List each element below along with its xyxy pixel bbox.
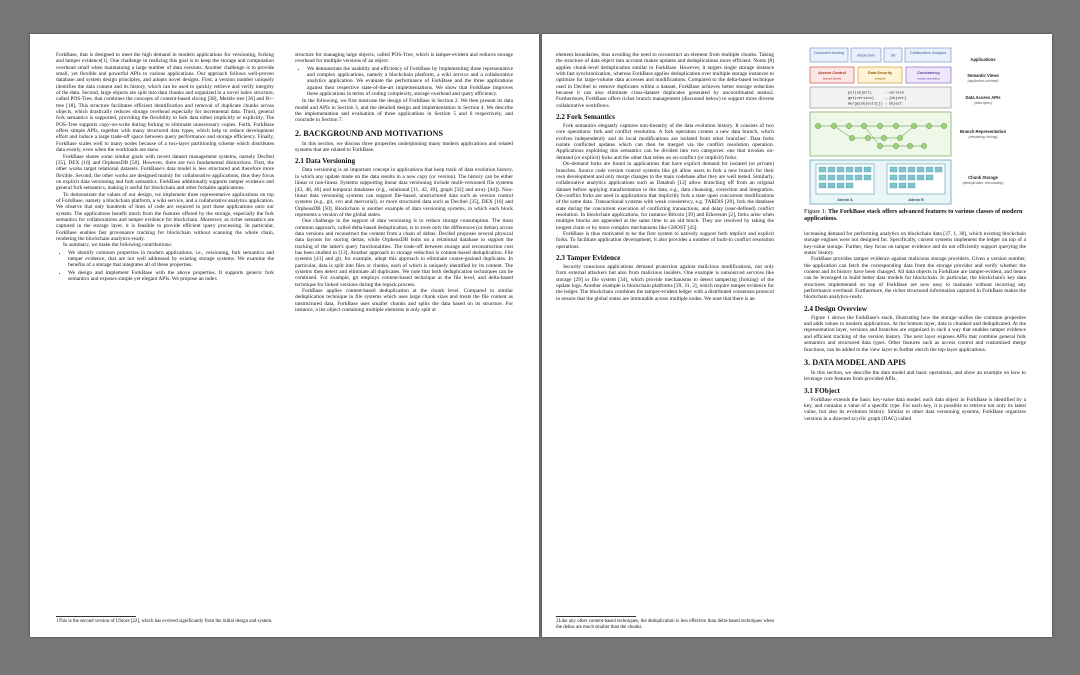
app-label: Document Hosting	[814, 51, 844, 55]
footnote	[556, 616, 774, 630]
list-item: • We identify common properties in modern applications, i.e., versioning, fork semantics and tamper evidence, that are not well addressed by existing storage systems. We examine the benefits of a storage that integrates all of these properties.	[68, 250, 274, 269]
version-node	[861, 123, 866, 128]
layer-title: Applications	[970, 57, 996, 62]
version-node	[881, 135, 886, 140]
view-sub: branch-based	[822, 76, 842, 81]
left-column-1	[56, 52, 274, 283]
layer-title: Data Access APIs	[965, 95, 1001, 100]
footnote-text: 1This is the second version of UStore [22], which has evolved significantly from the initial design and system.	[56, 619, 273, 624]
semantic-view-boxes	[810, 67, 951, 83]
subsection-heading: 2.4 Design Overview	[804, 304, 867, 313]
paragraph: ForkBase is thus motivated to be the first system to natively support both implicit and explicit forks. To facilitate application development, it also provides a number of built-in conflict resolution operations.	[556, 230, 774, 250]
version-node	[893, 123, 898, 128]
paragraph: ForkBase, that is designed to meet the high demand in modern applications for versioning, forking and tamper evidence[1]. One challenge in realizing this goal is to keep the storage and computation overhead small when maintaining a large number of data versions. Another challenge is to provide small, yet flexible and powerful APIs to various applications. Our approach follows well-proven database and system design principles, and adopts novel designs. First, a version number uniquely identifies the data content and its history, which can be used to quickly retrieve and verify integrity of the data. Second, large objects are split into data chunks and organized in a novel index structure, called POS-Tree, that combines the concepts of content-based slicing [38], Merkle tree [36] and B+-tree [18]. This structure facilitates efficient identification and removal of duplicate chunks across objects, which drastically reduces storage overhead especially for incremental data. Third, general fork semantics is supported, providing the flexibility to fork data either implicitly or explicitly. The POS-Tree supports copy-on-write during forking to eliminate unnecessary copies. Forth, ForkBase offers simple APIs, together with many structured data types, which help to reduce development effort and induce a large trade-off space between query performance and storage efficiency. Finally, ForkBase scales well to many nodes because of a two-layer partitioning scheme which distributes data evenly, even when the workloads are skew.	[56, 52, 274, 154]
paragraph: ForkBase provides tamper evidence against malicious storage providers. Given a version number, the application can fetch the corresponding data from the storage provider and verify whether the content and its history have been changed. All data objects in ForkBase are tamper-evident, and hence can be leveraged to build better data models for blockchain. In particular, the blockchain's key data structures implemented on top of ForkBase are now easy to maintain without incurring any performance overhead. Furthermore, the richer structured information captured in ForkBase makes the blockchain analytics-ready.	[804, 256, 1026, 301]
paragraph: In this section, we describe the data model and basic operations, and show an example on how to leverage core features from provided APIs.	[804, 369, 1026, 383]
version-node	[921, 143, 926, 148]
layer-sub: (deduplication, immutability)	[962, 180, 1004, 185]
version-node	[877, 123, 882, 128]
layer-label	[952, 58, 1014, 63]
version-node	[897, 135, 902, 140]
paragraph: Figure 1 shows the ForkBase's stack, illustrating how the storage unifies the common properties and adds values to modern applications. At the bottom layer, data is chunked and deduplicated. At the representation layer, versions and branches are organized in such a way that enables tamper evidence and efficient tracking of the version history. The next layer exposes APIs that combine general fork semantics and structured data types. Other features such as access control and customized merge functions, can be added to the view layer to further enrich the top-layer applications.	[804, 314, 1026, 353]
version-node	[815, 123, 820, 128]
version-node	[846, 123, 851, 128]
version-node	[865, 135, 870, 140]
api-line: get(version) → {object}	[848, 97, 907, 101]
application-boxes	[810, 48, 951, 62]
version-node	[926, 123, 931, 128]
layer-title: Branch Representation	[959, 129, 1007, 134]
app-label: Git	[890, 53, 896, 58]
version-node	[911, 123, 916, 128]
paragraph: On-demand forks are found in applications that have explicit demand for isolated (or private) branches. Source code version control systems like git allow users to fork a new branch for their own development and only merge changes to the main codebase after they are well tested. Similarly, collaborative analytics applications such as Datahub [12] allow branching off from an original dataset before applying transformation to the data, e.g., data cleansing, correction and integration. On-conflict forks are used in applications that implicitly fork a state upon concurrent modifications of the same data. Transactional systems with weak consistency, e.g. TARDiS [20], fork the database state during the concurrent execution of conflicting transactions, and delay (user-defined) conflict resolution. In blockchain applications, for instance Bitcoin [39] and Ethereum [2], forks arise when multiple blocks are appended at the same time to an old block. They are resolved by taking the longest chain or by more complex mechanisms like GHOST [45].	[556, 161, 774, 231]
right-column-1	[556, 52, 774, 302]
view-box	[906, 67, 951, 83]
version-node	[849, 135, 854, 140]
version-node	[831, 123, 836, 128]
paragraph: ForkBase extends the basic key-value data model: each data object in ForkBase is identified by a key, and contains a value of a specific type. For each key, it is possible to retrieve not only its latest value, but also its evolution history. Similar to other data versioning systems, ForkBase organizes versions in a directed acyclic graph (DAG) called	[804, 396, 1026, 422]
list-item: • We demonstrate the usability and efficiency of ForkBase by implementing three representative and complex applications, namely a blockchain platform, a wiki service and a collaborative analytics application. We evaluate the performance of ForkBase and the three applications against their respective state-of-the-art implementations. We show that ForkBase improves these applications in terms of coding complexity, storage overhead and query efficiency.	[307, 66, 513, 98]
paragraph: ForkBase applies content-based deduplication at the chunk level. Compared to similar deduplication technique in file systems which uses large chunk sizes and treats the file content as unstructured data, ForkBase uses smaller chunks and splits the data based on its structure. For instance, a list object containing multiple elements is only split at	[295, 288, 513, 314]
paragraph: Data versioning is an important concept in applications that keep track of data evolution history, in which any update made on the data results in a new copy (or version). The history can be either linear or non-linear. Systems supporting linear data versioning include multi-versioned file systems [43, 48, 46] and temporal databases (e.g., relational [11, 42, 49], graph [32] and array [44]). Non-linear data versioning systems can support file-based, unstructured data such as version control systems (e.g., git, svn and mercurial), or more structured data such as Decibel [35], DEX [16] and OrpheusDB [50]. Blockchain is another example of data versioning systems, in which each block represents a version of the global states.	[295, 167, 513, 218]
layer-label	[952, 176, 1014, 185]
paragraph: In summary, we make the following contributions:	[63, 242, 173, 249]
footnote	[56, 616, 273, 625]
list-item: • We design and implement ForkBase with the above properties. It supports generic fork semantics and exposes simple yet elegant APIs. We propose an index	[68, 270, 274, 283]
version-node	[941, 123, 946, 128]
layer-sub: (application-oriented)	[967, 78, 999, 83]
layer-label	[952, 74, 1014, 83]
paragraph: structure for managing large objects, called POS-Tree, which is tamper-evident and reduces storage overhead for multiple versions of an object.	[295, 52, 513, 65]
version-node	[907, 143, 912, 148]
paragraph: ForkBase shares some similar goals with recent dataset management systems, namely Decibel [35], DEX [16] and OrpheusDB [50]. However, there are two fundamental distinctions. First, the other works target relational datasets. ForkBase's data model is less structured and therefore more flexible. Second, the other works are designed mainly for collaborative applications, thus they focus on explicit data versioning and fork semantics. ForkBase additionally supports tamper evidence and general fork semantics, making it useful for blockchain and other forkable applications.	[56, 153, 274, 192]
paragraph: element boundaries, thus avoiding the need to reconstruct an element from multiple chunks. Taking the structure of data object into account makes updates and deduplications more efficient. Noms [8] applies chunk-level deduplication similar to ForkBase. However, it targets single storage instance with fast synchronization, whereas ForkBase applies deduplication over multiple storage instances to optimize for large-volume data accesses and modifications. Compared to the delta-based technique used in Decibel to remove duplicates within a dataset, ForkBase achieves better storage reduction because it can also eliminate cross-dataset duplicates generated by uncoordinated teams2. Furthermore, ForkBase offers richer branch management (discussed below) to support more diverse collaborative workflows.	[556, 52, 774, 109]
page-right	[542, 34, 1052, 637]
view-title: Consistency	[917, 71, 940, 75]
paragraph: Security conscious applications demand protection against malicious modifications, not only from external attackers but also from malicious insiders. One example is outsourced services like storage [29] or file system [34], which provide mechanisms to detect tampering (forking) of the update logs. Another example is blockchain platforms [39, 31, 2], which require tamper evidence for the ledger. The blockchain combines the tamper-evident ledger with a distributed consensus protocol to ensure that the global states are immutable across multiple nodes. We note that there is an	[556, 263, 774, 302]
version-node	[877, 143, 882, 148]
paragraph: In the following, we first motivate the design of ForkBase in Section 2. We then present its data model and APIs in Section 3, and the detailed design and implementation in Section 4. We describe the implementation and evaluation of three applications in Section 5 and 6 respectively, and conclude in Section 7.	[295, 98, 513, 124]
view-sub: integrity	[874, 76, 886, 81]
layer-label	[952, 130, 1014, 139]
subsection-heading: 2.2 Fork Semantics	[556, 113, 615, 122]
view-title: Data Security	[867, 71, 893, 75]
figure-caption	[804, 208, 1026, 222]
paragraph: In this section, we discuss three properties underpinning many modern applications and related systems that are related to ForkBase.	[295, 140, 513, 154]
api-lines	[848, 91, 906, 107]
app-label: Blockchain	[857, 53, 875, 58]
contribution-list	[56, 250, 274, 283]
paragraph: Fork semantics elegantly captures non-linearity of the data evolution history. It consists of two core operations: fork and conflict resolution. A fork operation creates a new data branch, which evolves independently and its local modifications are isolated from other branches'. Data forks isolate conflicted updates which can then be merged via the conflict resolution operation. Applications exploiting this semantics can be divided into two categories: one that invokes on-demand (or explicit) forks and the other that relies on on-conflict (or implicit) forks.	[556, 123, 774, 161]
subsection-heading: 2.1 Data Versioning	[295, 157, 356, 166]
right-column-2	[804, 231, 1026, 422]
figure-caption-label: Figure 1:	[804, 208, 827, 215]
layer-label	[952, 96, 1014, 105]
left-column-2	[295, 52, 513, 313]
view-box	[810, 67, 854, 83]
section-heading: 2. BACKGROUND AND MOTIVATIONS	[295, 128, 443, 138]
paragraph: increasing demand for performing analytics on blockchain data [37, 1, 30], which existing blockchain storage engines were not designed for. Specifically, current systems implement the ledger on top of a key-value storage. Further, they focus on tamper evidence and do not efficiently support querying the states' history.	[804, 231, 1026, 257]
footnote-text: 2Like any other content-based techniques, the deduplication is less effective than delta-based techniques when the deltas are much smaller than the chunks.	[556, 619, 774, 630]
node-label: Admin B	[908, 198, 924, 202]
view-sub: merge semantics	[917, 76, 940, 81]
app-label: Collaborative Analytics	[909, 51, 947, 55]
layer-sub: (data types)	[974, 100, 992, 105]
node-label: Admin A	[837, 198, 853, 202]
contribution-list	[295, 66, 513, 98]
branch-box	[810, 112, 951, 156]
layer-sub: (versioning, forking)	[968, 134, 998, 139]
view-box	[858, 67, 902, 83]
layer-title: Chunk Storage	[968, 175, 998, 180]
subsection-heading: 2.3 Tamper Evidence	[556, 253, 621, 262]
page-left	[30, 34, 539, 637]
version-node	[893, 143, 898, 148]
view-title: Access Control	[818, 71, 846, 75]
paragraph: To demonstrate the values of our design, we implement three representative applications on top of ForkBase, namely a blockchain platform, a wiki service, and a collaborative analytics application. We observe that only hundreds of lines of code are required to port these applications onto our system. The applications benefit much from the features offered by the storage, especially the fork semantics for collaborations and tamper evidence for blockchain. Moreover, as richer semantics are captured in the storage layer, it is feasible to provide efficient query processing. In particular, ForkBase enables fast provenance tracking for blockchain without scanning the whole chain, rendering the blockchain analytics-ready.	[56, 191, 274, 242]
paragraph: One challenge in the support of data versioning is to reduce storage consumption. The most common approach, called delta-based deduplication, is to store only the differences (or deltas) across data versions and reconstruct the content from a chain of deltas. Decibel proposes several physical data layouts for storing deltas, while OrpheusDB bolts on a relational database to support the tracking of the latter's query functionalities. The trade-off between storage and reconstruction cost has been studied in [13]. Another approach to storage reduction is content-based deduplication. File systems [41] and git, for example, adopt this approach to eliminate coarse-grained duplicates. In particular, data is split into files or chunks, each of which is uniquely identified by its content. The systems then detect and eliminate all duplicates. We note that both deduplication techniques can be combined. For example, git employs content-based technique at the file level, and delta-based technique for linked versions during the repack process.	[295, 218, 513, 288]
figure-caption-text: The ForkBase stack offers advanced features to various classes of modern applications.	[804, 208, 1023, 223]
api-line: put(object) → version	[848, 91, 905, 96]
api-line: merge(objects[]) → object	[848, 102, 902, 107]
section-heading: 3. DATA MODEL AND APIS	[804, 357, 906, 367]
layer-title: Semantic Views	[967, 73, 999, 78]
subsection-heading: 3.1 FObject	[804, 386, 840, 395]
